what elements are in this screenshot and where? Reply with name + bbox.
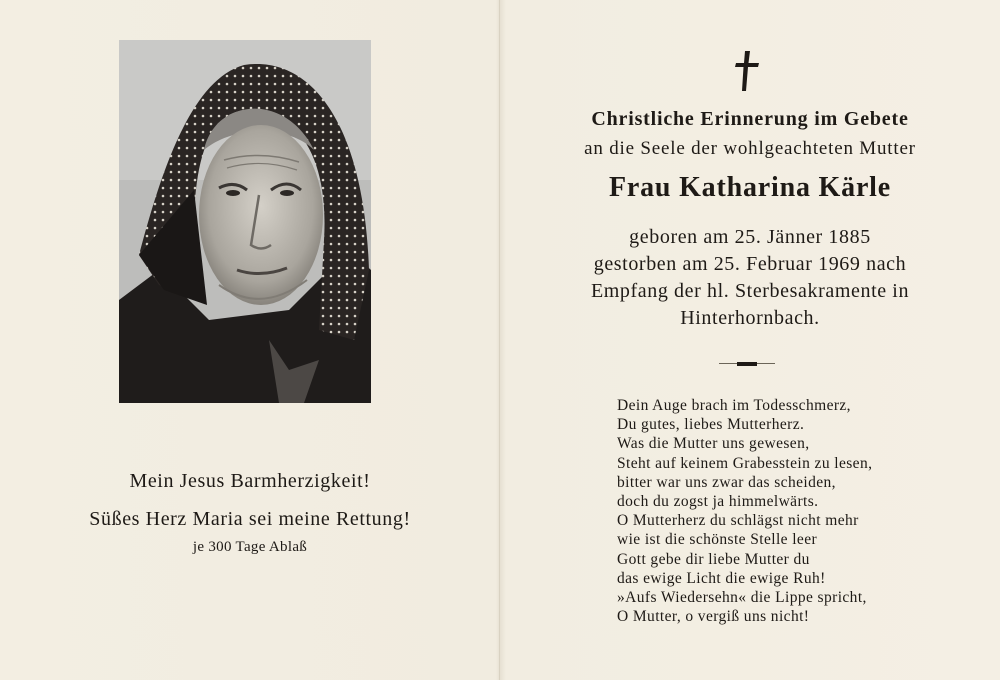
indulgence-note: je 300 Tage Ablaß	[192, 539, 308, 555]
poem-line: Steht auf keinem Grabesstein zu lesen,	[617, 454, 873, 472]
portrait-photo	[119, 40, 371, 403]
prayer-jesus: Mein Jesus Barmherzigkeit!	[129, 470, 371, 492]
poem-line: Was die Mutter uns gewesen,	[617, 435, 810, 453]
ornamental-divider	[719, 362, 775, 366]
cross-icon	[733, 50, 761, 92]
deceased-name: Frau Katharina Kärle	[609, 172, 891, 203]
poem-line: »Aufs Wiedersehn« die Lippe spricht,	[617, 589, 867, 607]
memorial-heading: Christliche Erinnerung im Gebete	[591, 108, 909, 130]
portrait-image	[119, 40, 371, 403]
death-date: gestorben am 25. Februar 1969 nach	[593, 253, 907, 275]
poem-line: Gott gebe dir liebe Mutter du	[617, 550, 810, 568]
card-fold-line	[499, 0, 500, 680]
place-of-death: Hinterhornbach.	[680, 307, 820, 329]
poem-line: das ewige Licht die ewige Ruh!	[617, 569, 826, 587]
memorial-poem	[617, 396, 937, 626]
poem-line: O Mutterherz du schlägst nicht mehr	[617, 512, 859, 530]
birth-date: geboren am 25. Jänner 1885	[629, 226, 871, 248]
poem-line: Du gutes, liebes Mutterherz.	[617, 416, 805, 434]
poem-line: doch du zogst ja himmelwärts.	[617, 493, 819, 511]
poem-line: wie ist die schönste Stelle leer	[617, 531, 818, 549]
memorial-subheading: an die Seele der wohlgeachteten Mutter	[584, 138, 916, 159]
poem-line: bitter war uns zwar das scheiden,	[617, 473, 836, 491]
sacraments-line: Empfang der hl. Sterbesakramente in	[590, 280, 910, 302]
prayer-maria: Süßes Herz Maria sei meine Rettung!	[89, 508, 411, 530]
poem-line: Dein Auge brach im Todesschmerz,	[617, 397, 851, 414]
poem-line: O Mutter, o vergiß uns nicht!	[617, 608, 810, 626]
